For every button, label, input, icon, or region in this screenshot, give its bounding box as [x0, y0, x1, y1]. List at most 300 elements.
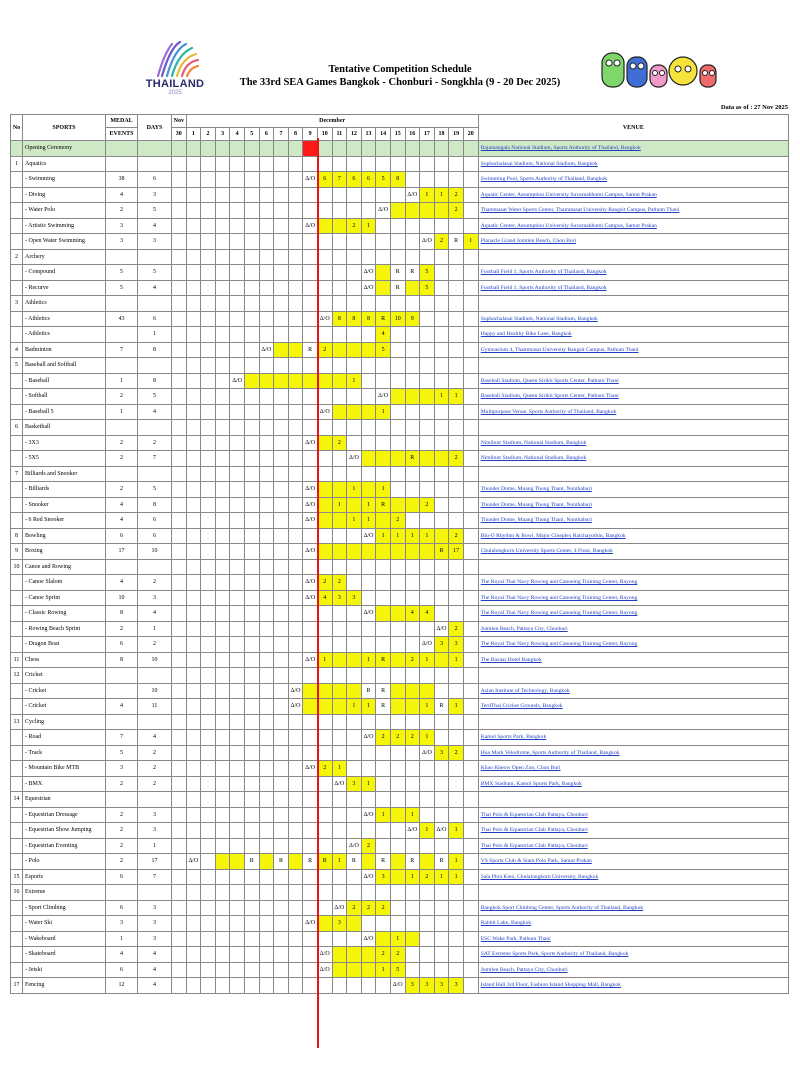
schedule-cell: R — [303, 342, 318, 358]
row-no — [11, 513, 23, 529]
schedule-cell — [405, 792, 420, 808]
schedule-cell — [288, 187, 303, 203]
schedule-cell — [347, 714, 362, 730]
schedule-cell — [390, 885, 405, 901]
schedule-cell — [215, 342, 230, 358]
medal-events — [106, 296, 138, 312]
schedule-cell — [347, 807, 362, 823]
schedule-cell — [230, 652, 245, 668]
schedule-cell — [186, 311, 201, 327]
venue-link[interactable]: Suphachalasai Stadium, National Stadium, Bangkok — [478, 311, 788, 327]
schedule-cell — [172, 218, 187, 234]
schedule-cell: 1 — [405, 807, 420, 823]
schedule-cell — [347, 327, 362, 343]
schedule-cell: 1 — [420, 823, 435, 839]
schedule-cell — [449, 172, 464, 188]
schedule-cell — [390, 358, 405, 374]
schedule-cell — [463, 730, 478, 746]
schedule-cell — [230, 497, 245, 513]
medal-events: 8 — [106, 606, 138, 622]
table-row — [11, 606, 789, 622]
schedule-cell — [215, 373, 230, 389]
venue-link[interactable]: Suphachalasai Stadium, National Stadium, Bangkok — [478, 156, 788, 172]
schedule-cell — [274, 947, 289, 963]
medal-events: 5 — [106, 280, 138, 296]
medal-events: 3 — [106, 761, 138, 777]
schedule-cell: 2 — [434, 234, 449, 250]
venue-link[interactable]: ESC Wake Park, Pathum Thani — [478, 931, 788, 947]
schedule-cell — [244, 358, 259, 374]
schedule-cell: 1 — [376, 807, 391, 823]
venue-link[interactable]: Thai Polo & Equestrian Club Pattaya, Chonburi — [478, 807, 788, 823]
venue-link[interactable]: TerdThai Cricket Grounds, Bangkok — [478, 699, 788, 715]
day-header-2: 2 — [201, 128, 216, 141]
schedule-cell — [405, 590, 420, 606]
schedule-cell — [317, 187, 332, 203]
schedule-cell — [215, 823, 230, 839]
schedule-cell: 1 — [361, 513, 376, 529]
venue-link[interactable]: The Royal Thai Navy Rowing and Canoeing Training Center, Rayong — [478, 575, 788, 591]
competition-days — [138, 714, 172, 730]
day-header-6: 6 — [259, 128, 274, 141]
schedule-cell — [274, 389, 289, 405]
schedule-cell: 7 — [332, 172, 347, 188]
schedule-cell — [361, 947, 376, 963]
schedule-cell — [186, 172, 201, 188]
medal-events: 2 — [106, 389, 138, 405]
row-no — [11, 854, 23, 870]
schedule-cell — [186, 420, 201, 436]
medal-events: 2 — [106, 854, 138, 870]
schedule-cell — [405, 714, 420, 730]
schedule-cell: 1 — [420, 730, 435, 746]
schedule-cell — [274, 156, 289, 172]
schedule-cell — [201, 575, 216, 591]
venue-link[interactable]: Aquatic Center, Assumption University Suvarnabhumi Campus, Samut Prakan — [478, 218, 788, 234]
medal-events: 1 — [106, 931, 138, 947]
schedule-cell — [259, 931, 274, 947]
table-row — [11, 885, 789, 901]
schedule-cell — [186, 187, 201, 203]
schedule-cell: Δ/O — [376, 203, 391, 219]
competition-days: 3 — [138, 590, 172, 606]
medal-events: 7 — [106, 342, 138, 358]
schedule-cell — [230, 466, 245, 482]
schedule-cell — [274, 544, 289, 560]
sport-name: - Swimming — [23, 172, 106, 188]
schedule-cell — [434, 497, 449, 513]
medal-events: 2 — [106, 451, 138, 467]
schedule-cell — [230, 730, 245, 746]
schedule-cell — [274, 807, 289, 823]
schedule-cell — [376, 823, 391, 839]
schedule-cell: Δ/O — [259, 342, 274, 358]
medal-events — [106, 714, 138, 730]
venue-link[interactable]: Khao Kheow Open Zoo, Chon Buri — [478, 761, 788, 777]
schedule-cell: R — [376, 699, 391, 715]
venue-link[interactable]: Gymnasium 4, Thammasat University Rangsit Campus, Pathum Thani — [478, 342, 788, 358]
schedule-cell — [405, 838, 420, 854]
schedule-cell — [405, 280, 420, 296]
row-no — [11, 280, 23, 296]
schedule-cell — [215, 513, 230, 529]
medal-events: 6 — [106, 528, 138, 544]
schedule-cell — [201, 714, 216, 730]
schedule-cell — [347, 544, 362, 560]
sport-name: - Equestrian Show Jumping — [23, 823, 106, 839]
schedule-cell — [347, 745, 362, 761]
venue-link[interactable]: Chulalongkorn University Sports Center, 4 Floor, Bangkok — [478, 544, 788, 560]
venue-link[interactable]: Happy and Healthy Bike Lane, Bangkok — [478, 327, 788, 343]
schedule-cell — [347, 404, 362, 420]
schedule-cell — [244, 621, 259, 637]
schedule-cell — [230, 296, 245, 312]
schedule-cell — [361, 482, 376, 498]
schedule-cell — [332, 513, 347, 529]
schedule-cell: Δ/O — [361, 265, 376, 281]
schedule-cell — [215, 358, 230, 374]
venue-link[interactable]: Aquatic Center, Assumption University Suvarnabhumi Campus, Samut Prakan — [478, 187, 788, 203]
schedule-cell — [244, 947, 259, 963]
schedule-cell — [317, 668, 332, 684]
schedule-cell — [449, 668, 464, 684]
schedule-cell — [288, 389, 303, 405]
row-no — [11, 435, 23, 451]
schedule-cell — [303, 327, 318, 343]
venue-link[interactable]: Nimibutr Stadium, National Stadium, Bangkok — [478, 435, 788, 451]
schedule-cell: Δ/O — [317, 947, 332, 963]
schedule-cell — [463, 280, 478, 296]
schedule-cell — [332, 265, 347, 281]
schedule-cell — [317, 528, 332, 544]
schedule-cell — [361, 156, 376, 172]
schedule-cell — [449, 141, 464, 157]
venue-link[interactable]: Baseball Stadium, Queen Sirikit Sports Center, Pathum Thani — [478, 373, 788, 389]
logo-wordmark: THAILAND — [145, 78, 205, 90]
schedule-cell — [215, 652, 230, 668]
schedule-cell — [288, 420, 303, 436]
schedule-cell — [347, 575, 362, 591]
schedule-cell — [463, 559, 478, 575]
schedule-cell: R — [303, 854, 318, 870]
schedule-cell — [376, 559, 391, 575]
venue-link[interactable]: Jomtien Beach, Pattaya City, Chonburi — [478, 621, 788, 637]
schedule-cell — [463, 900, 478, 916]
schedule-cell: Δ/O — [303, 513, 318, 529]
schedule-cell — [420, 141, 435, 157]
schedule-cell — [288, 482, 303, 498]
venue-link[interactable]: Football Field 1, Sports Authority of Thailand, Bangkok — [478, 280, 788, 296]
schedule-cell: 1 — [449, 823, 464, 839]
schedule-cell — [361, 435, 376, 451]
venue-link[interactable]: Island Hall 3rd Floor, Fashion Island Shopping Mall, Bangkok — [478, 978, 788, 994]
schedule-cell — [172, 249, 187, 265]
medal-events — [106, 141, 138, 157]
schedule-cell — [463, 668, 478, 684]
schedule-cell — [463, 218, 478, 234]
schedule-cell — [449, 606, 464, 622]
schedule-cell — [186, 776, 201, 792]
schedule-cell — [420, 327, 435, 343]
schedule-cell — [244, 590, 259, 606]
schedule-cell — [317, 420, 332, 436]
schedule-cell — [463, 466, 478, 482]
competition-days: 6 — [138, 172, 172, 188]
schedule-cell — [376, 978, 391, 994]
schedule-cell — [259, 296, 274, 312]
table-row — [11, 389, 789, 405]
schedule-cell — [288, 528, 303, 544]
schedule-cell — [317, 730, 332, 746]
venue-link[interactable]: Baseball Stadium, Queen Sirikit Sports Center, Pathum Thani — [478, 389, 788, 405]
venue-link[interactable]: Thunder Dome, Muang Thong Thani, Nonthaburi — [478, 497, 788, 513]
schedule-cell — [274, 730, 289, 746]
schedule-cell: Δ/O — [434, 621, 449, 637]
schedule-cell — [215, 962, 230, 978]
table-row — [11, 637, 789, 653]
schedule-cell — [244, 513, 259, 529]
schedule-cell — [303, 978, 318, 994]
venue-link[interactable]: BMX Stadium, Kamol Sports Park, Bangkok — [478, 776, 788, 792]
schedule-cell: Δ/O — [405, 823, 420, 839]
schedule-cell — [274, 187, 289, 203]
venue-link[interactable]: Blu-O Rhythm & Bowl, Major Cineplex Ratchayothin, Bangkok — [478, 528, 788, 544]
schedule-cell: Δ/O — [332, 776, 347, 792]
schedule-cell: 3 — [449, 978, 464, 994]
venue-link[interactable]: Asian Institute of Technology, Bangkok — [478, 683, 788, 699]
venue-link[interactable]: Thai Polo & Equestrian Club Pattaya, Chonburi — [478, 838, 788, 854]
schedule-cell — [172, 978, 187, 994]
venue-link[interactable]: Multipurpose Venue, Sports Authority of Thailand, Bangkok — [478, 404, 788, 420]
schedule-cell — [332, 869, 347, 885]
schedule-cell — [303, 358, 318, 374]
competition-days: 10 — [138, 683, 172, 699]
schedule-cell — [332, 668, 347, 684]
schedule-cell — [390, 590, 405, 606]
schedule-cell — [317, 218, 332, 234]
competition-days: 4 — [138, 606, 172, 622]
schedule-cell — [449, 420, 464, 436]
schedule-cell — [288, 823, 303, 839]
sport-name: - Mountain Bike MTB — [23, 761, 106, 777]
schedule-cell — [317, 637, 332, 653]
schedule-cell — [186, 761, 201, 777]
schedule-cell — [274, 234, 289, 250]
schedule-cell — [288, 156, 303, 172]
competition-days: 8 — [138, 497, 172, 513]
medal-events — [106, 466, 138, 482]
schedule-cell — [201, 342, 216, 358]
table-row — [11, 497, 789, 513]
schedule-cell: R — [405, 854, 420, 870]
schedule-cell — [201, 311, 216, 327]
schedule-cell — [186, 699, 201, 715]
row-no: 10 — [11, 559, 23, 575]
schedule-cell — [230, 838, 245, 854]
table-row — [11, 931, 789, 947]
venue-link[interactable]: Thunder Dome, Muang Thong Thani, Nonthaburi — [478, 513, 788, 529]
schedule-cell — [317, 141, 332, 157]
venue-link[interactable]: The Royal Thai Navy Rowing and Canoeing Training Center, Rayong — [478, 637, 788, 653]
schedule-cell — [347, 265, 362, 281]
schedule-cell — [230, 482, 245, 498]
schedule-cell — [449, 249, 464, 265]
venue-link[interactable]: Swimming Pool, Sports Authority of Thailand, Bangkok — [478, 172, 788, 188]
schedule-cell — [201, 699, 216, 715]
schedule-cell — [230, 962, 245, 978]
schedule-cell — [201, 280, 216, 296]
schedule-cell — [332, 885, 347, 901]
schedule-cell — [259, 156, 274, 172]
schedule-cell — [405, 776, 420, 792]
venue-link[interactable]: Nimibutr Stadium, National Stadium, Bangkok — [478, 451, 788, 467]
schedule-cell — [274, 652, 289, 668]
schedule-cell — [201, 513, 216, 529]
venue-link[interactable]: Rabbit Lake, Bangkok — [478, 916, 788, 932]
schedule-cell: 4 — [376, 327, 391, 343]
venue-link[interactable]: Thammasat Water Sports Center, Thammasat University Rangsit Campus, Pathum Thani — [478, 203, 788, 219]
sport-name: - Polo — [23, 854, 106, 870]
venue-link[interactable]: Bangkok Sport Climbing Center, Sports Authority of Thailand, Bangkok — [478, 900, 788, 916]
venue-link[interactable]: Hua Mark Velodrome, Sports Authority of Thailand, Bangkok — [478, 745, 788, 761]
schedule-cell — [274, 249, 289, 265]
venue-link[interactable]: The Royal Thai Navy Rowing and Canoeing Training Center, Rayong — [478, 590, 788, 606]
schedule-cell — [434, 683, 449, 699]
venue-link[interactable]: Rajamangala National Stadium, Sports Authority of Thailand, Bangkok — [478, 141, 788, 157]
schedule-cell — [332, 714, 347, 730]
schedule-cell — [288, 916, 303, 932]
schedule-cell — [215, 420, 230, 436]
schedule-cell — [244, 714, 259, 730]
schedule-cell — [288, 249, 303, 265]
schedule-cell — [463, 854, 478, 870]
schedule-cell — [244, 652, 259, 668]
medal-events — [106, 327, 138, 343]
schedule-cell — [463, 761, 478, 777]
schedule-cell: Δ/O — [230, 373, 245, 389]
schedule-cell — [449, 916, 464, 932]
venue-link[interactable]: Thunder Dome, Muang Thong Thani, Nonthaburi — [478, 482, 788, 498]
schedule-cell — [449, 311, 464, 327]
schedule-cell: R — [434, 544, 449, 560]
schedule-cell — [376, 156, 391, 172]
schedule-cell — [303, 668, 318, 684]
sport-name: - Athletics — [23, 327, 106, 343]
medal-events: 6 — [106, 962, 138, 978]
venue-link[interactable]: Thai Polo & Equestrian Club Pattaya, Chonburi — [478, 823, 788, 839]
venue-link[interactable]: The Royal Thai Navy Rowing and Canoeing Training Center, Rayong — [478, 606, 788, 622]
schedule-cell: 2 — [347, 900, 362, 916]
schedule-cell — [390, 234, 405, 250]
schedule-cell — [172, 466, 187, 482]
schedule-cell — [186, 807, 201, 823]
schedule-cell — [230, 559, 245, 575]
schedule-cell — [463, 714, 478, 730]
schedule-cell — [172, 280, 187, 296]
venue-link[interactable]: SAT Extreme Sports Park, Sports Authority of Thailand, Bangkok — [478, 947, 788, 963]
schedule-cell — [434, 404, 449, 420]
sport-name: Fencing — [23, 978, 106, 994]
schedule-cell — [347, 435, 362, 451]
schedule-cell — [449, 776, 464, 792]
schedule-cell — [434, 311, 449, 327]
venue-link[interactable]: VS Sports Club & Siam Polo Park, Samut Prakan — [478, 854, 788, 870]
schedule-cell — [259, 761, 274, 777]
schedule-cell — [274, 900, 289, 916]
venue-link[interactable]: Pinnacle Grand Jomtien Beach, Chon Buri — [478, 234, 788, 250]
table-row — [11, 668, 789, 684]
schedule-cell — [215, 730, 230, 746]
schedule-cell — [347, 141, 362, 157]
row-no — [11, 590, 23, 606]
schedule-cell — [347, 869, 362, 885]
schedule-cell — [274, 885, 289, 901]
schedule-cell — [288, 280, 303, 296]
schedule-cell — [172, 311, 187, 327]
venue-link[interactable]: Sala Phra Kieo, Chulalongkorn University, Bangkok — [478, 869, 788, 885]
competition-days: 3 — [138, 916, 172, 932]
sport-name: - Diving — [23, 187, 106, 203]
schedule-cell — [244, 730, 259, 746]
schedule-cell — [332, 420, 347, 436]
medal-events: 6 — [106, 637, 138, 653]
schedule-cell — [230, 621, 245, 637]
schedule-cell — [449, 218, 464, 234]
venue-link — [478, 668, 788, 684]
schedule-cell — [347, 962, 362, 978]
venue-link[interactable]: Kamol Sports Park, Bangkok — [478, 730, 788, 746]
schedule-cell — [376, 575, 391, 591]
schedule-cell — [186, 156, 201, 172]
schedule-cell — [215, 606, 230, 622]
schedule-cell — [376, 451, 391, 467]
venue-link[interactable]: Football Field 1, Sports Authority of Thailand, Bangkok — [478, 265, 788, 281]
medal-events: 2 — [106, 838, 138, 854]
venue-link[interactable]: Jomtien Beach, Pattaya City, Chonburi — [478, 962, 788, 978]
venue-link[interactable]: The Bazaar Hotel Bangkok — [478, 652, 788, 668]
schedule-cell — [420, 373, 435, 389]
schedule-cell — [376, 590, 391, 606]
schedule-cell — [361, 621, 376, 637]
competition-days: 4 — [138, 218, 172, 234]
schedule-cell — [259, 435, 274, 451]
competition-days: 2 — [138, 745, 172, 761]
schedule-cell — [288, 327, 303, 343]
schedule-cell — [420, 358, 435, 374]
schedule-cell — [274, 916, 289, 932]
schedule-cell — [186, 342, 201, 358]
schedule-cell — [434, 807, 449, 823]
schedule-cell — [215, 327, 230, 343]
schedule-cell: 2 — [449, 621, 464, 637]
schedule-cell: Δ/O — [347, 451, 362, 467]
schedule-cell — [449, 327, 464, 343]
schedule-cell — [172, 141, 187, 157]
schedule-cell — [186, 652, 201, 668]
schedule-cell — [201, 203, 216, 219]
schedule-cell — [434, 947, 449, 963]
row-no — [11, 234, 23, 250]
schedule-cell — [215, 311, 230, 327]
schedule-cell — [303, 249, 318, 265]
sport-name: - Compound — [23, 265, 106, 281]
schedule-cell: Δ/O — [361, 869, 376, 885]
row-no: 11 — [11, 652, 23, 668]
schedule-cell — [463, 187, 478, 203]
medal-events: 2 — [106, 823, 138, 839]
medal-events: 2 — [106, 203, 138, 219]
schedule-cell — [201, 420, 216, 436]
